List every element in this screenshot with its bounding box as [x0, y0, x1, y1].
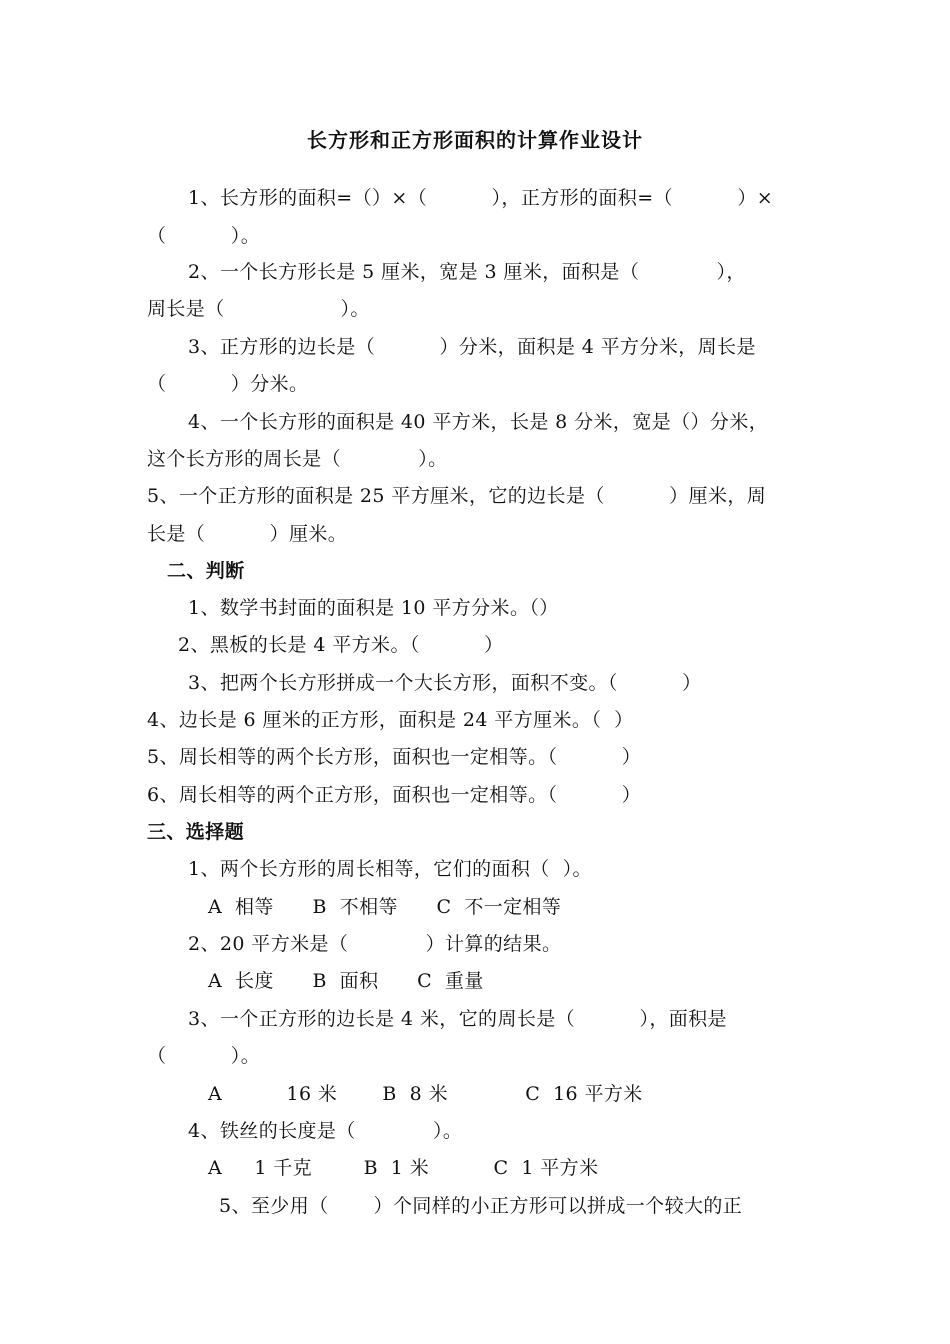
- choice-question-4: 4、铁丝的长度是（ ）。: [188, 1120, 463, 1142]
- fill-item-1-line-2: （ ）。: [147, 225, 261, 247]
- judge-item-1: 1、数学书封面的面积是 10 平方分米。（）: [188, 597, 559, 619]
- choice-options-2: A 长度 B 面积 C 重量: [208, 970, 484, 992]
- section-heading-choice: 三、选择题: [147, 821, 245, 843]
- fill-item-5-line-2: 长是（ ）厘米。: [147, 523, 348, 545]
- fill-item-2-line-2: 周长是（ ）。: [147, 298, 370, 320]
- choice-question-3-line-2: （ ）。: [147, 1045, 261, 1067]
- judge-item-5: 5、周长相等的两个长方形，面积也一定相等。（ ）: [147, 746, 642, 768]
- fill-item-4-line-2: 这个长方形的周长是（ ）。: [147, 448, 448, 470]
- section-heading-judge: 二、判断: [167, 560, 245, 582]
- choice-options-4: A 1 千克 B 1 米 C 1 平方米: [208, 1157, 599, 1179]
- fill-item-2-line-1: 2、一个长方形长是 5 厘米，宽是 3 厘米，面积是（ ），: [188, 261, 746, 283]
- choice-question-3-line-1: 3、一个正方形的边长是 4 米，它的周长是（ ），面积是: [188, 1008, 727, 1030]
- fill-item-4-line-1: 4、一个长方形的面积是 40 平方米，长是 8 分米，宽是（）分米，: [188, 411, 769, 433]
- fill-item-1-line-1: 1、长方形的面积=（）×（ ），正方形的面积=（ ）×: [188, 187, 774, 209]
- choice-options-3: A 16 米 B 8 米 C 16 平方米: [208, 1083, 643, 1105]
- choice-options-1: A 相等 B 不相等 C 不一定相等: [208, 896, 562, 918]
- fill-item-3-line-2: （ ）分米。: [147, 373, 309, 395]
- choice-question-5: 5、至少用（ ）个同样的小正方形可以拼成一个较大的正: [219, 1195, 743, 1217]
- judge-item-2: 2、黑板的长是 4 平方米。（ ）: [178, 634, 504, 656]
- judge-item-4: 4、边长是 6 厘米的正方形，面积是 24 平方厘米。（ ）: [147, 709, 634, 731]
- choice-question-2: 2、20 平方米是（ ）计算的结果。: [188, 933, 562, 955]
- judge-item-6: 6、周长相等的两个正方形，面积也一定相等。（ ）: [147, 784, 642, 806]
- judge-item-3: 3、把两个长方形拼成一个大长方形，面积不变。（ ）: [188, 672, 702, 694]
- document-title: 长方形和正方形面积的计算作业设计: [307, 128, 643, 152]
- choice-question-1: 1、两个长方形的周长相等，它们的面积（ ）。: [188, 858, 592, 880]
- fill-item-3-line-1: 3、正方形的边长是（ ）分米，面积是 4 平方分米，周长是: [188, 336, 756, 358]
- fill-item-5-line-1: 5、一个正方形的面积是 25 平方厘米，它的边长是（ ）厘米，周: [147, 485, 767, 507]
